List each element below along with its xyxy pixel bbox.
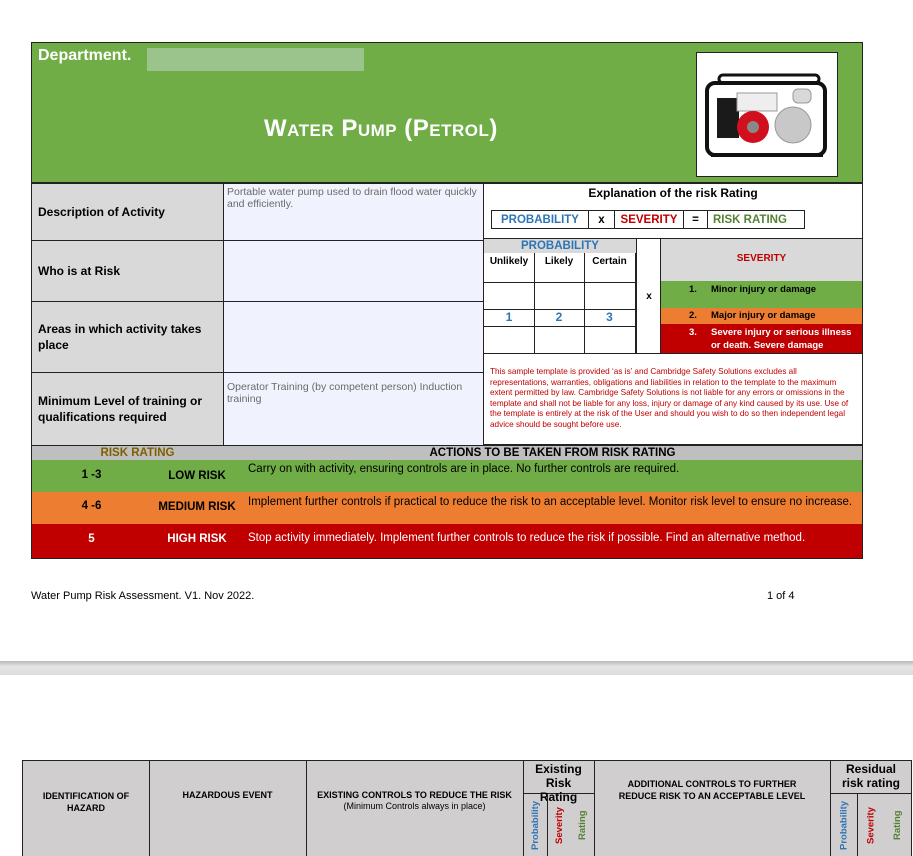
probability-value-2: 2 <box>534 309 585 327</box>
residual-rating: Rating <box>892 810 903 841</box>
probability-value-3: 3 <box>584 309 636 327</box>
existing-rating: Rating <box>577 810 588 841</box>
severity-num: 1. <box>689 284 697 295</box>
risk-range-low: 1 -3 <box>32 460 152 493</box>
probability-col-certain: Certain <box>584 253 636 283</box>
info-label-training: Minimum Level of training or qualifications required <box>31 372 224 446</box>
probability-value-1: 1 <box>484 309 535 327</box>
department-label: Department. <box>38 47 132 64</box>
page-title: Water Pump (Petrol) <box>264 115 498 142</box>
existing-controls-subtitle: (Minimum Controls always in place) <box>343 801 486 811</box>
probability-cell <box>534 326 585 353</box>
risk-rating-header: RISK RATING <box>32 446 244 461</box>
info-label-areas: Areas in which activity takes place <box>31 301 224 373</box>
severity-item-severe <box>661 324 862 353</box>
info-value-description[interactable]: Portable water pump used to drain flood water quickly and efficiently. <box>223 183 484 241</box>
col-residual-risk-rating <box>830 761 912 856</box>
col-existing-risk-rating <box>523 761 595 856</box>
info-value-areas[interactable] <box>223 301 484 373</box>
document-header <box>31 42 863 183</box>
info-label-who-at-risk: Who is at Risk <box>31 240 224 302</box>
risk-range-high: 5 <box>32 524 152 558</box>
actions-header: ACTIONS TO BE TAKEN FROM RISK RATING <box>243 446 862 461</box>
severity-item-major <box>661 308 862 324</box>
page-separator <box>0 661 913 675</box>
risk-action-low: Carry on with activity, ensuring controls are in place. No further controls are required. <box>243 460 862 493</box>
probability-col-likely: Likely <box>534 253 585 283</box>
risk-formula <box>491 210 805 229</box>
probability-cell <box>584 326 636 353</box>
risk-rating-table <box>31 445 863 559</box>
residual-risk-rating-title: Residual risk rating <box>830 761 912 794</box>
col-identification-of-hazard: IDENTIFICATION OF HAZARD <box>23 761 150 856</box>
probability-cell <box>534 282 585 310</box>
severity-text: Severe injury or serious illness or death. Severe damage <box>711 327 852 351</box>
risk-action-high: Stop activity immediately. Implement further controls to reduce the risk if possible. Find an alternative method. <box>243 524 862 558</box>
residual-probability: Probability <box>830 794 857 856</box>
risk-level-high: HIGH RISK <box>151 524 244 558</box>
formula-equals: = <box>684 211 708 228</box>
residual-severity: Severity <box>857 794 884 856</box>
probability-col-unlikely: Unlikely <box>484 253 535 283</box>
info-label-description: Description of Activity <box>31 183 224 241</box>
explanation-title: Explanation of the risk Rating <box>588 186 758 200</box>
severity-num: 2. <box>689 310 697 321</box>
formula-probability: PROBABILITY <box>492 211 589 228</box>
severity-text: Major injury or damage <box>711 310 816 321</box>
risk-range-medium: 4 -6 <box>32 492 152 525</box>
probability-heading: PROBABILITY <box>484 239 636 253</box>
formula-times: x <box>589 211 615 228</box>
severity-table <box>660 238 863 354</box>
formula-risk-rating: RISK RATING <box>713 213 787 226</box>
footer-page-number: 1 of 4 <box>767 590 795 602</box>
info-value-training[interactable]: Operator Training (by competent person) Induction training <box>223 372 484 446</box>
severity-heading: SEVERITY <box>661 239 862 281</box>
disclaimer-text: This sample template is provided ‘as is’ and Cambridge Safety Solutions excludes all representations, warranties, obligations and liabilities in relation to the template to the maximum extent permitted by law. Cambridge Safety Solutions is not liable for any errors or omissions in the template and shall not be liable for any loss, injury or damage of any kind caused by its use. Use of the template is entirely at the risk of the User and should you wish to do so then independent legal advice should be sought before use. <box>483 353 863 445</box>
hazard-table-header <box>22 760 912 856</box>
probability-cell <box>584 282 636 310</box>
info-value-who-at-risk[interactable] <box>223 240 484 302</box>
multiply-sign: x <box>636 239 661 353</box>
existing-risk-rating-title: Existing Risk Rating <box>523 761 594 794</box>
existing-controls-title: EXISTING CONTROLS TO REDUCE THE RISK <box>317 790 512 800</box>
water-pump-photo <box>696 52 838 177</box>
probability-cell <box>484 282 535 310</box>
risk-explanation <box>483 183 863 239</box>
col-existing-controls <box>306 761 524 856</box>
probability-grid <box>483 238 661 354</box>
formula-severity: SEVERITY <box>615 211 684 228</box>
footer-document-name: Water Pump Risk Assessment. V1. Nov 2022. <box>31 590 255 602</box>
probability-cell <box>484 326 535 353</box>
risk-level-low: LOW RISK <box>151 460 244 493</box>
severity-item-minor <box>661 281 862 308</box>
severity-text: Minor injury or damage <box>711 284 817 295</box>
severity-num: 3. <box>689 327 697 338</box>
existing-severity: Severity <box>547 794 571 856</box>
risk-action-medium: Implement further controls if practical to reduce the risk to an acceptable level. Monitor risk level to ensure no increase. <box>243 492 862 525</box>
existing-probability: Probability <box>523 794 547 856</box>
risk-level-medium: MEDIUM RISK <box>151 492 244 525</box>
col-additional-controls: ADDITIONAL CONTROLS TO FURTHER REDUCE RISK TO AN ACCEPTABLE LEVEL <box>594 761 831 856</box>
col-hazardous-event: HAZARDOUS EVENT <box>149 761 307 856</box>
department-input[interactable] <box>147 48 364 71</box>
